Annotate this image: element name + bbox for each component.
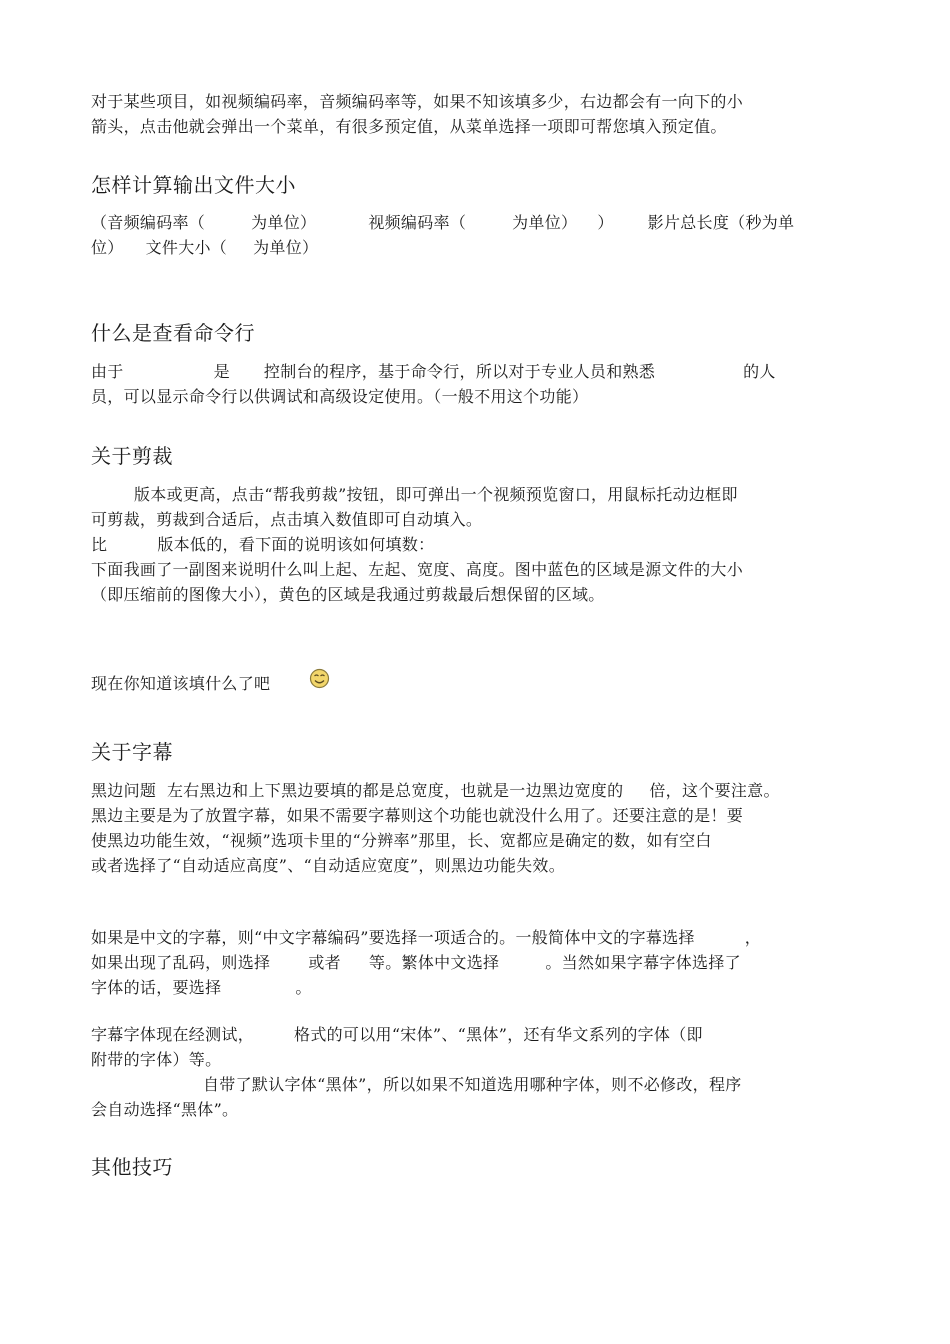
heading-calc-file-size: 怎样计算输出文件大小 [91, 173, 296, 197]
crop-line-3 [91, 535, 434, 555]
subs-text: 格式的可以用“宋体”、“黑体”，还有华文系列的字体（即 [294, 1025, 703, 1044]
subs-line-2: 黑边主要是为了放置字幕，如果不需要字幕则这个功能也就没什么用了。还要注意的是！要 [91, 806, 744, 825]
cmd-line-2: 员，可以显示命令行以供调试和高级设定使用。（一般不用这个功能） [91, 387, 589, 406]
calc-line-1 [91, 213, 794, 233]
subs-p3-line-4: 会自动选择“黑体”。 [91, 1100, 239, 1119]
subs-line-3: 使黑边功能生效，“视频”选项卡里的“分辨率”那里，长、宽都应是确定的数，如有空白 [91, 831, 712, 850]
calc-text: 位） [91, 238, 124, 257]
subs-text: 如果是中文的字幕，则“中文字幕编码”要选择一项适合的。一般简体中文的字幕选择 [91, 928, 695, 947]
heading-crop: 关于剪裁 [91, 444, 173, 468]
crop-text: 比 [91, 535, 108, 554]
subs-text: 等。繁体中文选择 [368, 953, 500, 972]
intro-line-2: 箭头，点击他就会弹出一个菜单，有很多预定值，从菜单选择一项即可帮您填入预定值。 [91, 117, 727, 136]
cmd-text: 由于 [91, 362, 124, 381]
crop-line-1: 版本或更高，点击“帮我剪裁”按钮，即可弹出一个视频预览窗口，用鼠标托动边框即 [134, 485, 738, 504]
crop-line-6: 现在你知道该填什么了吧 [91, 674, 271, 693]
subs-text: 黑边问题 左右黑边和上下黑边要填的都是总宽度，也就是一边黑边宽度的 [91, 781, 624, 800]
subs-line-1 [91, 781, 780, 801]
subs-p3-line-1 [91, 1025, 703, 1045]
subs-text: 字体的话，要选择 [91, 978, 222, 997]
subs-text: 倍，这个要注意。 [649, 781, 780, 800]
calc-line-2 [91, 238, 318, 258]
crop-text: 版本低的，看下面的说明该如何填数： [157, 535, 435, 554]
calc-text: （音频编码率（ [91, 213, 206, 232]
calc-text: 文件大小（ [145, 238, 228, 257]
heading-subtitles: 关于字幕 [91, 740, 173, 764]
subs-text: 。当然如果字幕字体选择了 [545, 953, 741, 972]
subs-p2-line-3 [91, 978, 312, 998]
heading-other-tips: 其他技巧 [91, 1155, 173, 1179]
calc-text: 为单位） [251, 213, 317, 232]
subs-line-4: 或者选择了“自动适应高度”、“自动适应宽度”，则黑边功能失效。 [91, 856, 566, 875]
subs-text: 如果出现了乱码，则选择 [91, 953, 271, 972]
calc-text: 视频编码率（ [368, 213, 467, 232]
crop-line-4: 下面我画了一副图来说明什么叫上起、左起、宽度、高度。图中蓝色的区域是源文件的大小 [91, 560, 744, 579]
crop-line-5: （即压缩前的图像大小），黄色的区域是我通过剪裁最后想保留的区域。 [91, 585, 605, 604]
calc-text: ） [597, 213, 614, 232]
cmd-text: 控制台的程序，基于命令行，所以对于专业人员和熟悉 [263, 362, 656, 381]
subs-p3-line-2: 附带的字体）等。 [91, 1050, 222, 1069]
subs-p3-line-3: 自带了默认字体“黑体”，所以如果不知道选用哪种字体，则不必修改，程序 [203, 1075, 742, 1094]
subs-p2-line-2 [91, 953, 741, 973]
subs-text: 或者 [308, 953, 341, 972]
subs-text: ， [744, 928, 762, 947]
smiley-face-icon [309, 668, 330, 689]
intro-line-1: 对于某些项目，如视频编码率，音频编码率等，如果不知该填多少，右边都会有一向下的小 [91, 92, 744, 111]
cmd-line-1 [91, 362, 776, 382]
subs-text: 字幕字体现在经测试， [91, 1025, 255, 1044]
calc-text: 为单位） [512, 213, 578, 232]
subs-text: 。 [295, 978, 312, 997]
calc-text: 为单位） [253, 238, 319, 257]
cmd-text: 是 [213, 362, 230, 381]
calc-text: 影片总长度（秒为单 [647, 213, 795, 232]
crop-line-2: 可剪裁，剪裁到合适后，点击填入数值即可自动填入。 [91, 510, 483, 529]
subs-p2-line-1 [91, 928, 761, 948]
heading-command-line: 什么是查看命令行 [91, 321, 255, 345]
cmd-text: 的人 [743, 362, 776, 381]
